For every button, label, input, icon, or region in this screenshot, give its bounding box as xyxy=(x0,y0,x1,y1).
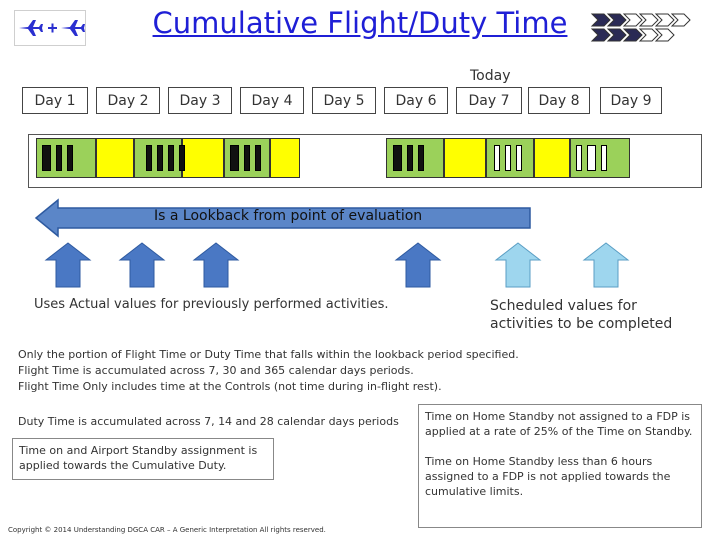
standby-segment-day4 xyxy=(270,138,300,178)
standby-segment-day3 xyxy=(182,138,224,178)
flight-bars-day3 xyxy=(146,145,185,171)
home-standby-note-1: Time on Home Standby not assigned to a FDP is applied at a rate of 25% of the Time on Standby. xyxy=(425,410,693,438)
up-arrow-icon xyxy=(184,242,248,288)
lookback-label: Is a Lookback from point of evaluation xyxy=(154,208,423,224)
copyright-text: Copyright © 2014 Understanding DGCA CAR – A Generic Interpretation All rights reserved. xyxy=(8,526,326,534)
scheduled-values-note: Scheduled values for activities to be completed xyxy=(490,298,673,332)
day-4-label: Day 4 xyxy=(240,87,304,114)
day-1-label: Day 1 xyxy=(22,87,88,114)
day-2-label: Day 2 xyxy=(96,87,160,114)
home-standby-note-2: Time on Home Standby less than 6 hours assigned to a FDP is not applied towards the cumulative limits. xyxy=(425,455,671,498)
home-standby-box xyxy=(418,404,702,528)
flight-bars-day1 xyxy=(42,145,73,171)
day-8-label: Day 8 xyxy=(528,87,590,114)
scheduled-flight-bars-day7 xyxy=(494,145,522,171)
page-title: Cumulative Flight/Duty Time xyxy=(152,6,568,40)
scheduled-flight-bars-day8 xyxy=(576,145,607,171)
lookback-note-3: Flight Time Only includes time at the Controls (not time during in-flight rest). xyxy=(18,380,442,393)
day-3-label: Day 3 xyxy=(168,87,232,114)
up-arrow-icon xyxy=(486,242,550,288)
lookback-note-1: Only the portion of Flight Time or Duty Time that falls within the lookback period specified. xyxy=(18,348,519,361)
duty-time-note: Duty Time is accumulated across 7, 14 and 28 calendar days periods xyxy=(18,415,399,428)
flight-bars-day6 xyxy=(393,145,424,171)
up-arrow-icon xyxy=(110,242,174,288)
standby-segment-day2 xyxy=(96,138,134,178)
airplane-to-airplane-icon xyxy=(14,10,86,46)
day-5-label: Day 5 xyxy=(312,87,376,114)
airport-standby-note: Time on and Airport Standby assignment is applied towards the Cumulative Duty. xyxy=(12,438,274,480)
standby-segment-day7 xyxy=(444,138,486,178)
flight-bars-day4 xyxy=(230,145,261,171)
up-arrow-icon xyxy=(36,242,100,288)
up-arrow-icon xyxy=(386,242,450,288)
day-9-label: Day 9 xyxy=(600,87,662,114)
chevron-arrows-icon xyxy=(590,10,706,44)
standby-segment-day8 xyxy=(534,138,570,178)
actual-values-note: Uses Actual values for previously performed activities. xyxy=(34,297,389,312)
day-7-label: Day 7 xyxy=(456,87,522,114)
today-label: Today xyxy=(470,68,511,84)
up-arrow-icon xyxy=(574,242,638,288)
lookback-note-2: Flight Time is accumulated across 7, 30 and 365 calendar days periods. xyxy=(18,364,414,377)
day-6-label: Day 6 xyxy=(384,87,448,114)
